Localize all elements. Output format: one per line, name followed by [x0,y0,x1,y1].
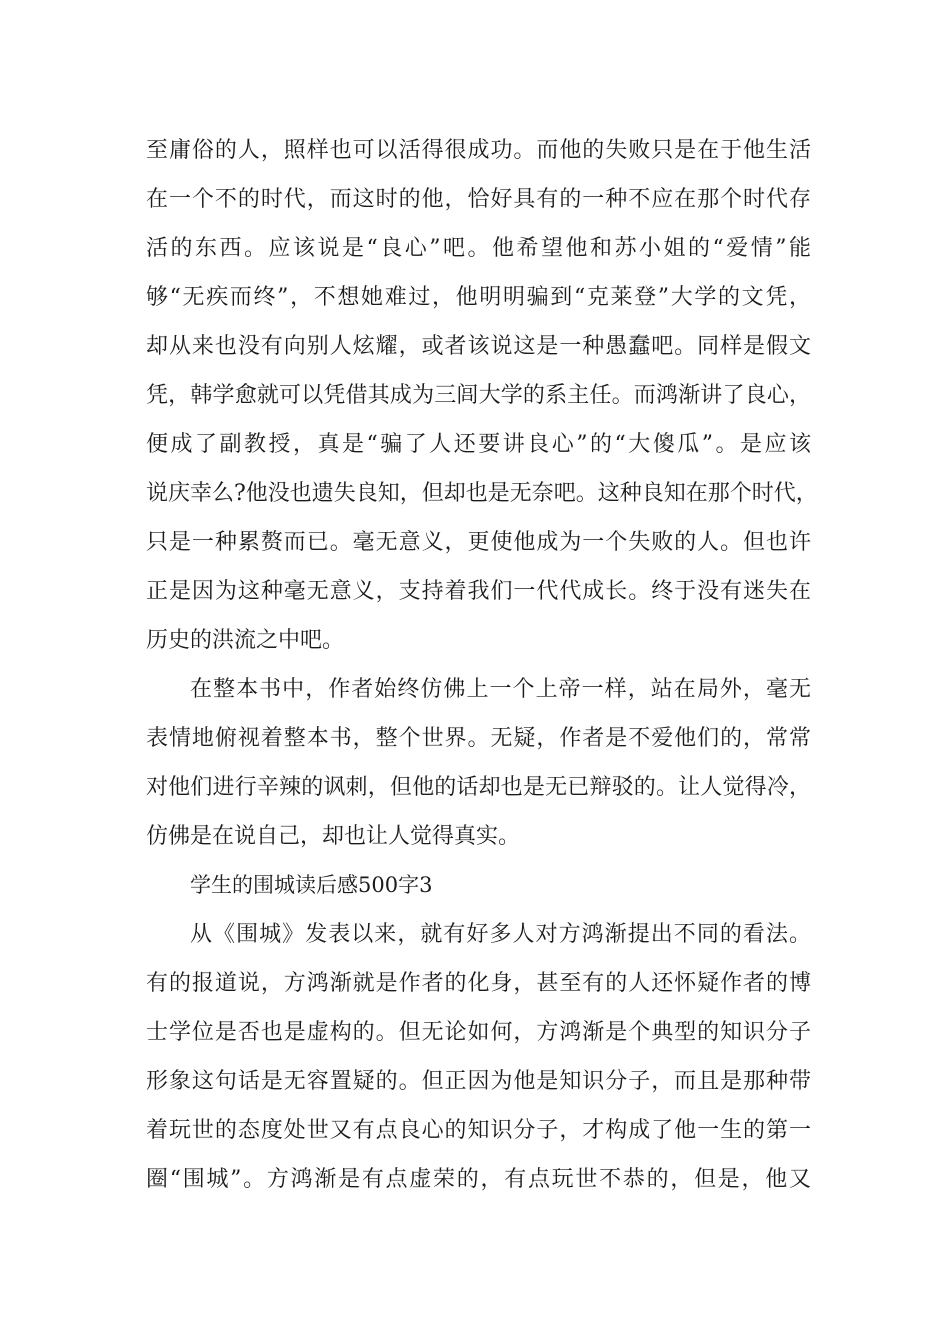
text-line: 士学位是否也是虚构的。但无论如何，方鸿渐是个典型的知识分子 [146,1020,811,1045]
paragraph-first-line: 在整本书中，作者始终仿佛上一个上帝一样，站在局外，毫无 [190,677,811,702]
text-line: 仿佛是在说自己，却也让人觉得真实。 [146,824,521,849]
text-line: 只是一种累赘而已。毫无意义，更使他成为一个失败的人。但也许 [146,530,811,555]
text-line: 却从来也没有向别人炫耀，或者该说这是一种愚蠢吧。同样是假文 [146,334,811,359]
body-text [146,126,818,1204]
text-line: 活的东西。应该说是“良心”吧。他希望他和苏小姐的“爱情”能 [146,236,811,261]
paragraph-first-line: 从《围城》发表以来，就有好多人对方鸿渐提出不同的看法。 [190,922,811,947]
text-line: 正是因为这种毫无意义，支持着我们一代代成长。终于没有迷失在 [146,579,811,604]
text-line: 对他们进行辛辣的讽刺，但他的话却也是无已辩驳的。让人觉得冷， [146,775,811,800]
text-line: 圈“围城”。方鸿渐是有点虚荣的，有点玩世不恭的，但是，他又 [146,1167,811,1192]
text-line: 在一个不的时代，而这时的他，恰好具有的一种不应在那个时代存 [146,187,811,212]
text-line: 便成了副教授，真是“骗了人还要讲良心”的“大傻瓜”。是应该 [146,432,811,457]
section-heading: 学生的围城读后感500字3 [190,873,433,897]
text-line: 说庆幸么?他没也遗失良知，但却也是无奈吧。这种良知在那个时代， [146,481,818,506]
text-line: 历史的洪流之中吧。 [146,628,345,653]
text-line: 有的报道说，方鸿渐就是作者的化身，甚至有的人还怀疑作者的博 [146,971,811,996]
text-line: 至庸俗的人，照样也可以活得很成功。而他的失败只是在于他生活 [146,138,811,163]
text-line: 表情地俯视着整本书，整个世界。无疑，作者是不爱他们的，常常 [146,726,811,751]
text-line: 够“无疾而终”，不想她难过，他明明骗到“克莱登”大学的文凭， [146,285,811,310]
text-line: 着玩世的态度处世又有点良心的知识分子，才构成了他一生的第一 [146,1118,811,1143]
text-line: 形象这句话是无容置疑的。但正因为他是知识分子，而且是那种带 [146,1069,811,1094]
text-line: 凭，韩学愈就可以凭借其成为三闾大学的系主任。而鸿渐讲了良心， [146,383,811,408]
